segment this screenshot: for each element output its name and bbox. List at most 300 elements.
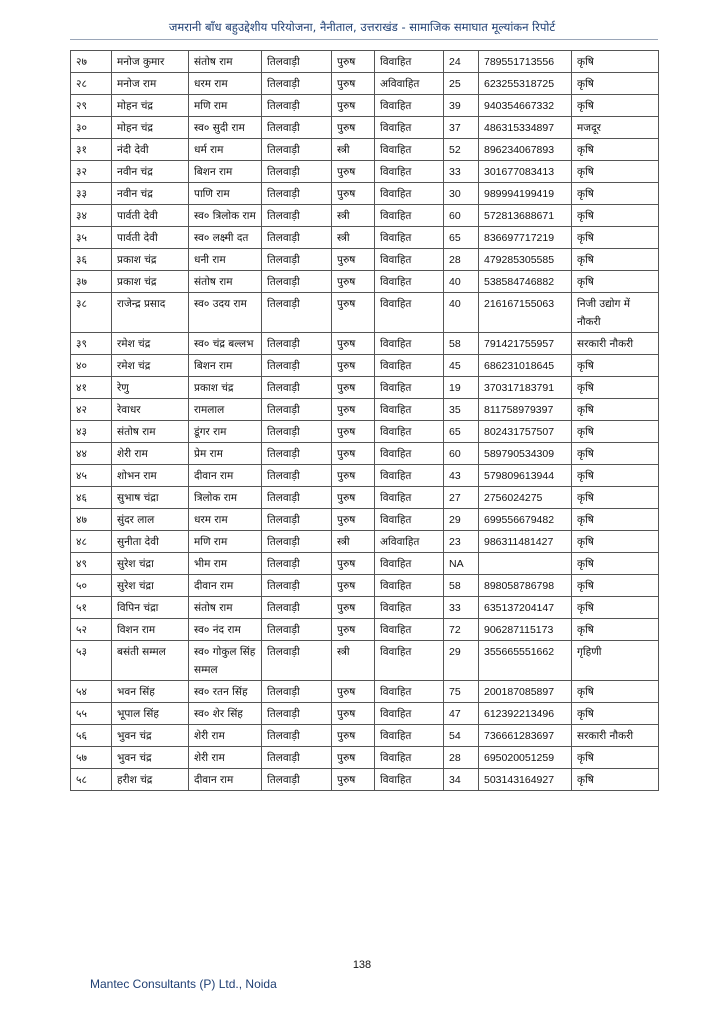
id-number-cell: 989994199419 (479, 183, 572, 205)
id-number-cell: 940354667332 (479, 95, 572, 117)
age-cell: 28 (444, 747, 479, 769)
name-cell: विपिन चंद्रा (112, 597, 189, 619)
gender-cell: पुरुष (332, 681, 375, 703)
footer-company: Mantec Consultants (P) Ltd., Noida (90, 977, 277, 991)
father-name-cell: मणि राम (189, 531, 262, 553)
occupation-cell: कृषि (572, 95, 659, 117)
age-cell: NA (444, 553, 479, 575)
village-cell: तिलवाड़ी (262, 293, 332, 333)
name-cell: संतोष राम (112, 421, 189, 443)
serial-cell: ४५ (71, 465, 112, 487)
age-cell: 45 (444, 355, 479, 377)
father-name-cell: स्व० उदय राम (189, 293, 262, 333)
id-number-cell: 200187085897 (479, 681, 572, 703)
occupation-cell: कृषि (572, 51, 659, 73)
marital-status-cell: विवाहित (375, 161, 444, 183)
age-cell: 34 (444, 769, 479, 791)
serial-cell: ५१ (71, 597, 112, 619)
marital-status-cell: विवाहित (375, 769, 444, 791)
occupation-cell: कृषि (572, 443, 659, 465)
village-cell: तिलवाड़ी (262, 355, 332, 377)
marital-status-cell: विवाहित (375, 183, 444, 205)
occupation-cell: कृषि (572, 769, 659, 791)
marital-status-cell: विवाहित (375, 509, 444, 531)
name-cell: हरीश चंद्र (112, 769, 189, 791)
name-cell: रमेश चंद्र (112, 333, 189, 355)
occupation-cell: कृषि (572, 703, 659, 725)
marital-status-cell: विवाहित (375, 205, 444, 227)
father-name-cell: शेरी राम (189, 725, 262, 747)
marital-status-cell: विवाहित (375, 553, 444, 575)
table-row (71, 641, 659, 681)
name-cell: शेरी राम (112, 443, 189, 465)
serial-cell: ४८ (71, 531, 112, 553)
village-cell: तिलवाड़ी (262, 747, 332, 769)
age-cell: 54 (444, 725, 479, 747)
father-name-cell: स्व० शेर सिंह (189, 703, 262, 725)
serial-cell: ५२ (71, 619, 112, 641)
serial-cell: ३२ (71, 161, 112, 183)
id-number-cell: 802431757507 (479, 421, 572, 443)
age-cell: 27 (444, 487, 479, 509)
gender-cell: पुरुष (332, 293, 375, 333)
id-number-cell: 572813688671 (479, 205, 572, 227)
serial-cell: ५८ (71, 769, 112, 791)
id-number-cell: 538584746882 (479, 271, 572, 293)
gender-cell: पुरुष (332, 117, 375, 139)
id-number-cell: 736661283697 (479, 725, 572, 747)
village-cell: तिलवाड़ी (262, 95, 332, 117)
age-cell: 39 (444, 95, 479, 117)
age-cell: 60 (444, 205, 479, 227)
marital-status-cell: अविवाहित (375, 531, 444, 553)
village-cell: तिलवाड़ी (262, 641, 332, 681)
occupation-cell: कृषि (572, 575, 659, 597)
occupation-cell: कृषि (572, 487, 659, 509)
village-cell: तिलवाड़ी (262, 377, 332, 399)
serial-cell: ५४ (71, 681, 112, 703)
id-number-cell: 811758979397 (479, 399, 572, 421)
table-row (71, 227, 659, 249)
id-number-cell: 686231018645 (479, 355, 572, 377)
header-divider (70, 39, 658, 40)
village-cell: तिलवाड़ी (262, 553, 332, 575)
name-cell: भुवन चंद्र (112, 747, 189, 769)
age-cell: 29 (444, 509, 479, 531)
name-cell: नवीन चंद्र (112, 183, 189, 205)
age-cell: 47 (444, 703, 479, 725)
village-cell: तिलवाड़ी (262, 769, 332, 791)
father-name-cell: संतोष राम (189, 597, 262, 619)
id-number-cell: 301677083413 (479, 161, 572, 183)
serial-cell: २७ (71, 51, 112, 73)
occupation-cell: कृषि (572, 421, 659, 443)
table-row (71, 333, 659, 355)
id-number-cell: 612392213496 (479, 703, 572, 725)
gender-cell: पुरुष (332, 95, 375, 117)
marital-status-cell: विवाहित (375, 575, 444, 597)
table-row (71, 575, 659, 597)
serial-cell: ३७ (71, 271, 112, 293)
gender-cell: पुरुष (332, 333, 375, 355)
serial-cell: ३० (71, 117, 112, 139)
id-number-cell: 898058786798 (479, 575, 572, 597)
father-name-cell: धरम राम (189, 509, 262, 531)
father-name-cell: दीवान राम (189, 465, 262, 487)
age-cell: 33 (444, 161, 479, 183)
name-cell: पार्वती देवी (112, 227, 189, 249)
gender-cell: पुरुष (332, 443, 375, 465)
id-number-cell: 635137204147 (479, 597, 572, 619)
village-cell: तिलवाड़ी (262, 703, 332, 725)
gender-cell: पुरुष (332, 703, 375, 725)
gender-cell: पुरुष (332, 553, 375, 575)
age-cell: 29 (444, 641, 479, 681)
table-row (71, 703, 659, 725)
father-name-cell: स्व० चंद्र बल्लभ (189, 333, 262, 355)
id-number-cell: 623255318725 (479, 73, 572, 95)
age-cell: 65 (444, 227, 479, 249)
table-row (71, 377, 659, 399)
table-row (71, 117, 659, 139)
village-cell: तिलवाड़ी (262, 575, 332, 597)
name-cell: मनोज कुमार (112, 51, 189, 73)
serial-cell: ३५ (71, 227, 112, 249)
id-number-cell: 791421755957 (479, 333, 572, 355)
age-cell: 33 (444, 597, 479, 619)
serial-cell: ५० (71, 575, 112, 597)
table-row (71, 421, 659, 443)
village-cell: तिलवाड़ी (262, 117, 332, 139)
table-row (71, 249, 659, 271)
gender-cell: पुरुष (332, 465, 375, 487)
age-cell: 37 (444, 117, 479, 139)
gender-cell: पुरुष (332, 421, 375, 443)
occupation-cell: कृषि (572, 531, 659, 553)
name-cell: नवीन चंद्र (112, 161, 189, 183)
occupation-cell: कृषि (572, 355, 659, 377)
occupation-cell: कृषि (572, 553, 659, 575)
id-number-cell: 789551713556 (479, 51, 572, 73)
age-cell: 52 (444, 139, 479, 161)
father-name-cell: प्रेम राम (189, 443, 262, 465)
id-number-cell: 986311481427 (479, 531, 572, 553)
id-number-cell: 486315334897 (479, 117, 572, 139)
occupation-cell: कृषि (572, 73, 659, 95)
village-cell: तिलवाड़ी (262, 725, 332, 747)
gender-cell: स्त्री (332, 139, 375, 161)
table-row (71, 553, 659, 575)
gender-cell: पुरुष (332, 183, 375, 205)
serial-cell: ४९ (71, 553, 112, 575)
gender-cell: पुरुष (332, 355, 375, 377)
occupation-cell: कृषि (572, 227, 659, 249)
marital-status-cell: विवाहित (375, 117, 444, 139)
marital-status-cell: विवाहित (375, 597, 444, 619)
name-cell: सुभाष चंद्रा (112, 487, 189, 509)
serial-cell: २९ (71, 95, 112, 117)
table-row (71, 271, 659, 293)
father-name-cell: दीवान राम (189, 575, 262, 597)
serial-cell: ३६ (71, 249, 112, 271)
occupation-cell: कृषि (572, 205, 659, 227)
gender-cell: पुरुष (332, 747, 375, 769)
gender-cell: पुरुष (332, 73, 375, 95)
marital-status-cell: विवाहित (375, 51, 444, 73)
table-row (71, 531, 659, 553)
occupation-cell: कृषि (572, 377, 659, 399)
table-row (71, 465, 659, 487)
name-cell: नंदी देवी (112, 139, 189, 161)
occupation-cell: गृहिणी (572, 641, 659, 681)
name-cell: भवन सिंह (112, 681, 189, 703)
occupation-cell: सरकारी नौकरी (572, 333, 659, 355)
father-name-cell: भीम राम (189, 553, 262, 575)
marital-status-cell: विवाहित (375, 139, 444, 161)
serial-cell: ३८ (71, 293, 112, 333)
age-cell: 75 (444, 681, 479, 703)
name-cell: सुनीता देवी (112, 531, 189, 553)
table-row (71, 139, 659, 161)
name-cell: मोहन चंद्र (112, 117, 189, 139)
father-name-cell: बिशन राम (189, 355, 262, 377)
age-cell: 35 (444, 399, 479, 421)
table-row (71, 73, 659, 95)
marital-status-cell: अविवाहित (375, 73, 444, 95)
table-row (71, 161, 659, 183)
gender-cell: स्त्री (332, 227, 375, 249)
name-cell: मनोज राम (112, 73, 189, 95)
father-name-cell: स्व० नंद राम (189, 619, 262, 641)
village-cell: तिलवाड़ी (262, 227, 332, 249)
id-number-cell (479, 553, 572, 575)
age-cell: 25 (444, 73, 479, 95)
serial-cell: ३९ (71, 333, 112, 355)
gender-cell: पुरुष (332, 597, 375, 619)
marital-status-cell: विवाहित (375, 619, 444, 641)
occupation-cell: कृषि (572, 139, 659, 161)
marital-status-cell: विवाहित (375, 421, 444, 443)
father-name-cell: स्व० रतन सिंह (189, 681, 262, 703)
id-number-cell: 906287115173 (479, 619, 572, 641)
marital-status-cell: विवाहित (375, 465, 444, 487)
serial-cell: ५५ (71, 703, 112, 725)
id-number-cell: 370317183791 (479, 377, 572, 399)
village-cell: तिलवाड़ी (262, 421, 332, 443)
age-cell: 43 (444, 465, 479, 487)
father-name-cell: रामलाल (189, 399, 262, 421)
name-cell: मोहन चंद्र (112, 95, 189, 117)
name-cell: रेवाधर (112, 399, 189, 421)
marital-status-cell: विवाहित (375, 293, 444, 333)
gender-cell: स्त्री (332, 641, 375, 681)
age-cell: 40 (444, 293, 479, 333)
father-name-cell: संतोष राम (189, 271, 262, 293)
name-cell: रमेश चंद्र (112, 355, 189, 377)
gender-cell: पुरुष (332, 509, 375, 531)
table-row (71, 597, 659, 619)
serial-cell: ५६ (71, 725, 112, 747)
father-name-cell: शेरी राम (189, 747, 262, 769)
table-row (71, 183, 659, 205)
gender-cell: पुरुष (332, 487, 375, 509)
village-cell: तिलवाड़ी (262, 73, 332, 95)
gender-cell: पुरुष (332, 249, 375, 271)
marital-status-cell: विवाहित (375, 487, 444, 509)
village-cell: तिलवाड़ी (262, 465, 332, 487)
marital-status-cell: विवाहित (375, 725, 444, 747)
name-cell: भूपाल सिंह (112, 703, 189, 725)
table-row (71, 205, 659, 227)
village-cell: तिलवाड़ी (262, 249, 332, 271)
father-name-cell: धनी राम (189, 249, 262, 271)
gender-cell: पुरुष (332, 769, 375, 791)
serial-cell: ५३ (71, 641, 112, 681)
father-name-cell: प्रकाश चंद्र (189, 377, 262, 399)
occupation-cell: कृषि (572, 509, 659, 531)
father-name-cell: संतोष राम (189, 51, 262, 73)
age-cell: 60 (444, 443, 479, 465)
table-row (71, 681, 659, 703)
name-cell: प्रकाश चंद्र (112, 249, 189, 271)
page-number: 138 (352, 959, 372, 971)
serial-cell: ४३ (71, 421, 112, 443)
serial-cell: ३१ (71, 139, 112, 161)
name-cell: राजेन्द्र प्रसाद (112, 293, 189, 333)
age-cell: 40 (444, 271, 479, 293)
occupation-cell: कृषि (572, 597, 659, 619)
serial-cell: ५७ (71, 747, 112, 769)
village-cell: तिलवाड़ी (262, 619, 332, 641)
village-cell: तिलवाड़ी (262, 271, 332, 293)
age-cell: 58 (444, 575, 479, 597)
age-cell: 65 (444, 421, 479, 443)
id-number-cell: 589790534309 (479, 443, 572, 465)
table-row (71, 769, 659, 791)
occupation-cell: निजी उद्योग में नौकरी (572, 293, 659, 333)
occupation-cell: सरकारी नौकरी (572, 725, 659, 747)
father-name-cell: धरम राम (189, 73, 262, 95)
marital-status-cell: विवाहित (375, 377, 444, 399)
age-cell: 58 (444, 333, 479, 355)
age-cell: 23 (444, 531, 479, 553)
marital-status-cell: विवाहित (375, 271, 444, 293)
table-row (71, 51, 659, 73)
name-cell: सुरेश चंद्रा (112, 575, 189, 597)
serial-cell: ४७ (71, 509, 112, 531)
serial-cell: ४६ (71, 487, 112, 509)
table-row (71, 747, 659, 769)
age-cell: 30 (444, 183, 479, 205)
serial-cell: ४० (71, 355, 112, 377)
village-cell: तिलवाड़ी (262, 183, 332, 205)
gender-cell: स्त्री (332, 205, 375, 227)
id-number-cell: 503143164927 (479, 769, 572, 791)
table-row (71, 399, 659, 421)
age-cell: 24 (444, 51, 479, 73)
marital-status-cell: विवाहित (375, 333, 444, 355)
serial-cell: ४१ (71, 377, 112, 399)
id-number-cell: 2756024275 (479, 487, 572, 509)
occupation-cell: कृषि (572, 619, 659, 641)
occupation-cell: कृषि (572, 399, 659, 421)
age-cell: 19 (444, 377, 479, 399)
father-name-cell: त्रिलोक राम (189, 487, 262, 509)
id-number-cell: 699556679482 (479, 509, 572, 531)
survey-table (70, 50, 659, 791)
father-name-cell: बिशन राम (189, 161, 262, 183)
table-row (71, 293, 659, 333)
marital-status-cell: विवाहित (375, 399, 444, 421)
village-cell: तिलवाड़ी (262, 681, 332, 703)
id-number-cell: 579809613944 (479, 465, 572, 487)
occupation-cell: कृषि (572, 271, 659, 293)
table-row (71, 725, 659, 747)
father-name-cell: पाणि राम (189, 183, 262, 205)
village-cell: तिलवाड़ी (262, 205, 332, 227)
id-number-cell: 479285305585 (479, 249, 572, 271)
father-name-cell: धर्म राम (189, 139, 262, 161)
gender-cell: पुरुष (332, 399, 375, 421)
id-number-cell: 896234067893 (479, 139, 572, 161)
gender-cell: पुरुष (332, 619, 375, 641)
name-cell: रेणु (112, 377, 189, 399)
father-name-cell: मणि राम (189, 95, 262, 117)
serial-cell: २८ (71, 73, 112, 95)
father-name-cell: डूंगर राम (189, 421, 262, 443)
gender-cell: पुरुष (332, 377, 375, 399)
village-cell: तिलवाड़ी (262, 161, 332, 183)
name-cell: सुंदर लाल (112, 509, 189, 531)
gender-cell: स्त्री (332, 531, 375, 553)
gender-cell: पुरुष (332, 271, 375, 293)
occupation-cell: कृषि (572, 183, 659, 205)
name-cell: शोभन राम (112, 465, 189, 487)
marital-status-cell: विवाहित (375, 703, 444, 725)
gender-cell: पुरुष (332, 51, 375, 73)
age-cell: 28 (444, 249, 479, 271)
marital-status-cell: विवाहित (375, 681, 444, 703)
name-cell: सुरेश चंद्रा (112, 553, 189, 575)
gender-cell: पुरुष (332, 161, 375, 183)
serial-cell: ३३ (71, 183, 112, 205)
id-number-cell: 836697717219 (479, 227, 572, 249)
table-row (71, 619, 659, 641)
table-row (71, 95, 659, 117)
id-number-cell: 355665551662 (479, 641, 572, 681)
name-cell: प्रकाश चंद्र (112, 271, 189, 293)
serial-cell: ४२ (71, 399, 112, 421)
table-row (71, 443, 659, 465)
village-cell: तिलवाड़ी (262, 333, 332, 355)
marital-status-cell: विवाहित (375, 249, 444, 271)
table-row (71, 487, 659, 509)
father-name-cell: दीवान राम (189, 769, 262, 791)
occupation-cell: कृषि (572, 681, 659, 703)
village-cell: तिलवाड़ी (262, 597, 332, 619)
name-cell: विशन राम (112, 619, 189, 641)
name-cell: भुवन चंद्र (112, 725, 189, 747)
occupation-cell: कृषि (572, 161, 659, 183)
marital-status-cell: विवाहित (375, 747, 444, 769)
marital-status-cell: विवाहित (375, 227, 444, 249)
village-cell: तिलवाड़ी (262, 509, 332, 531)
village-cell: तिलवाड़ी (262, 139, 332, 161)
village-cell: तिलवाड़ी (262, 51, 332, 73)
marital-status-cell: विवाहित (375, 355, 444, 377)
occupation-cell: कृषि (572, 249, 659, 271)
gender-cell: पुरुष (332, 725, 375, 747)
